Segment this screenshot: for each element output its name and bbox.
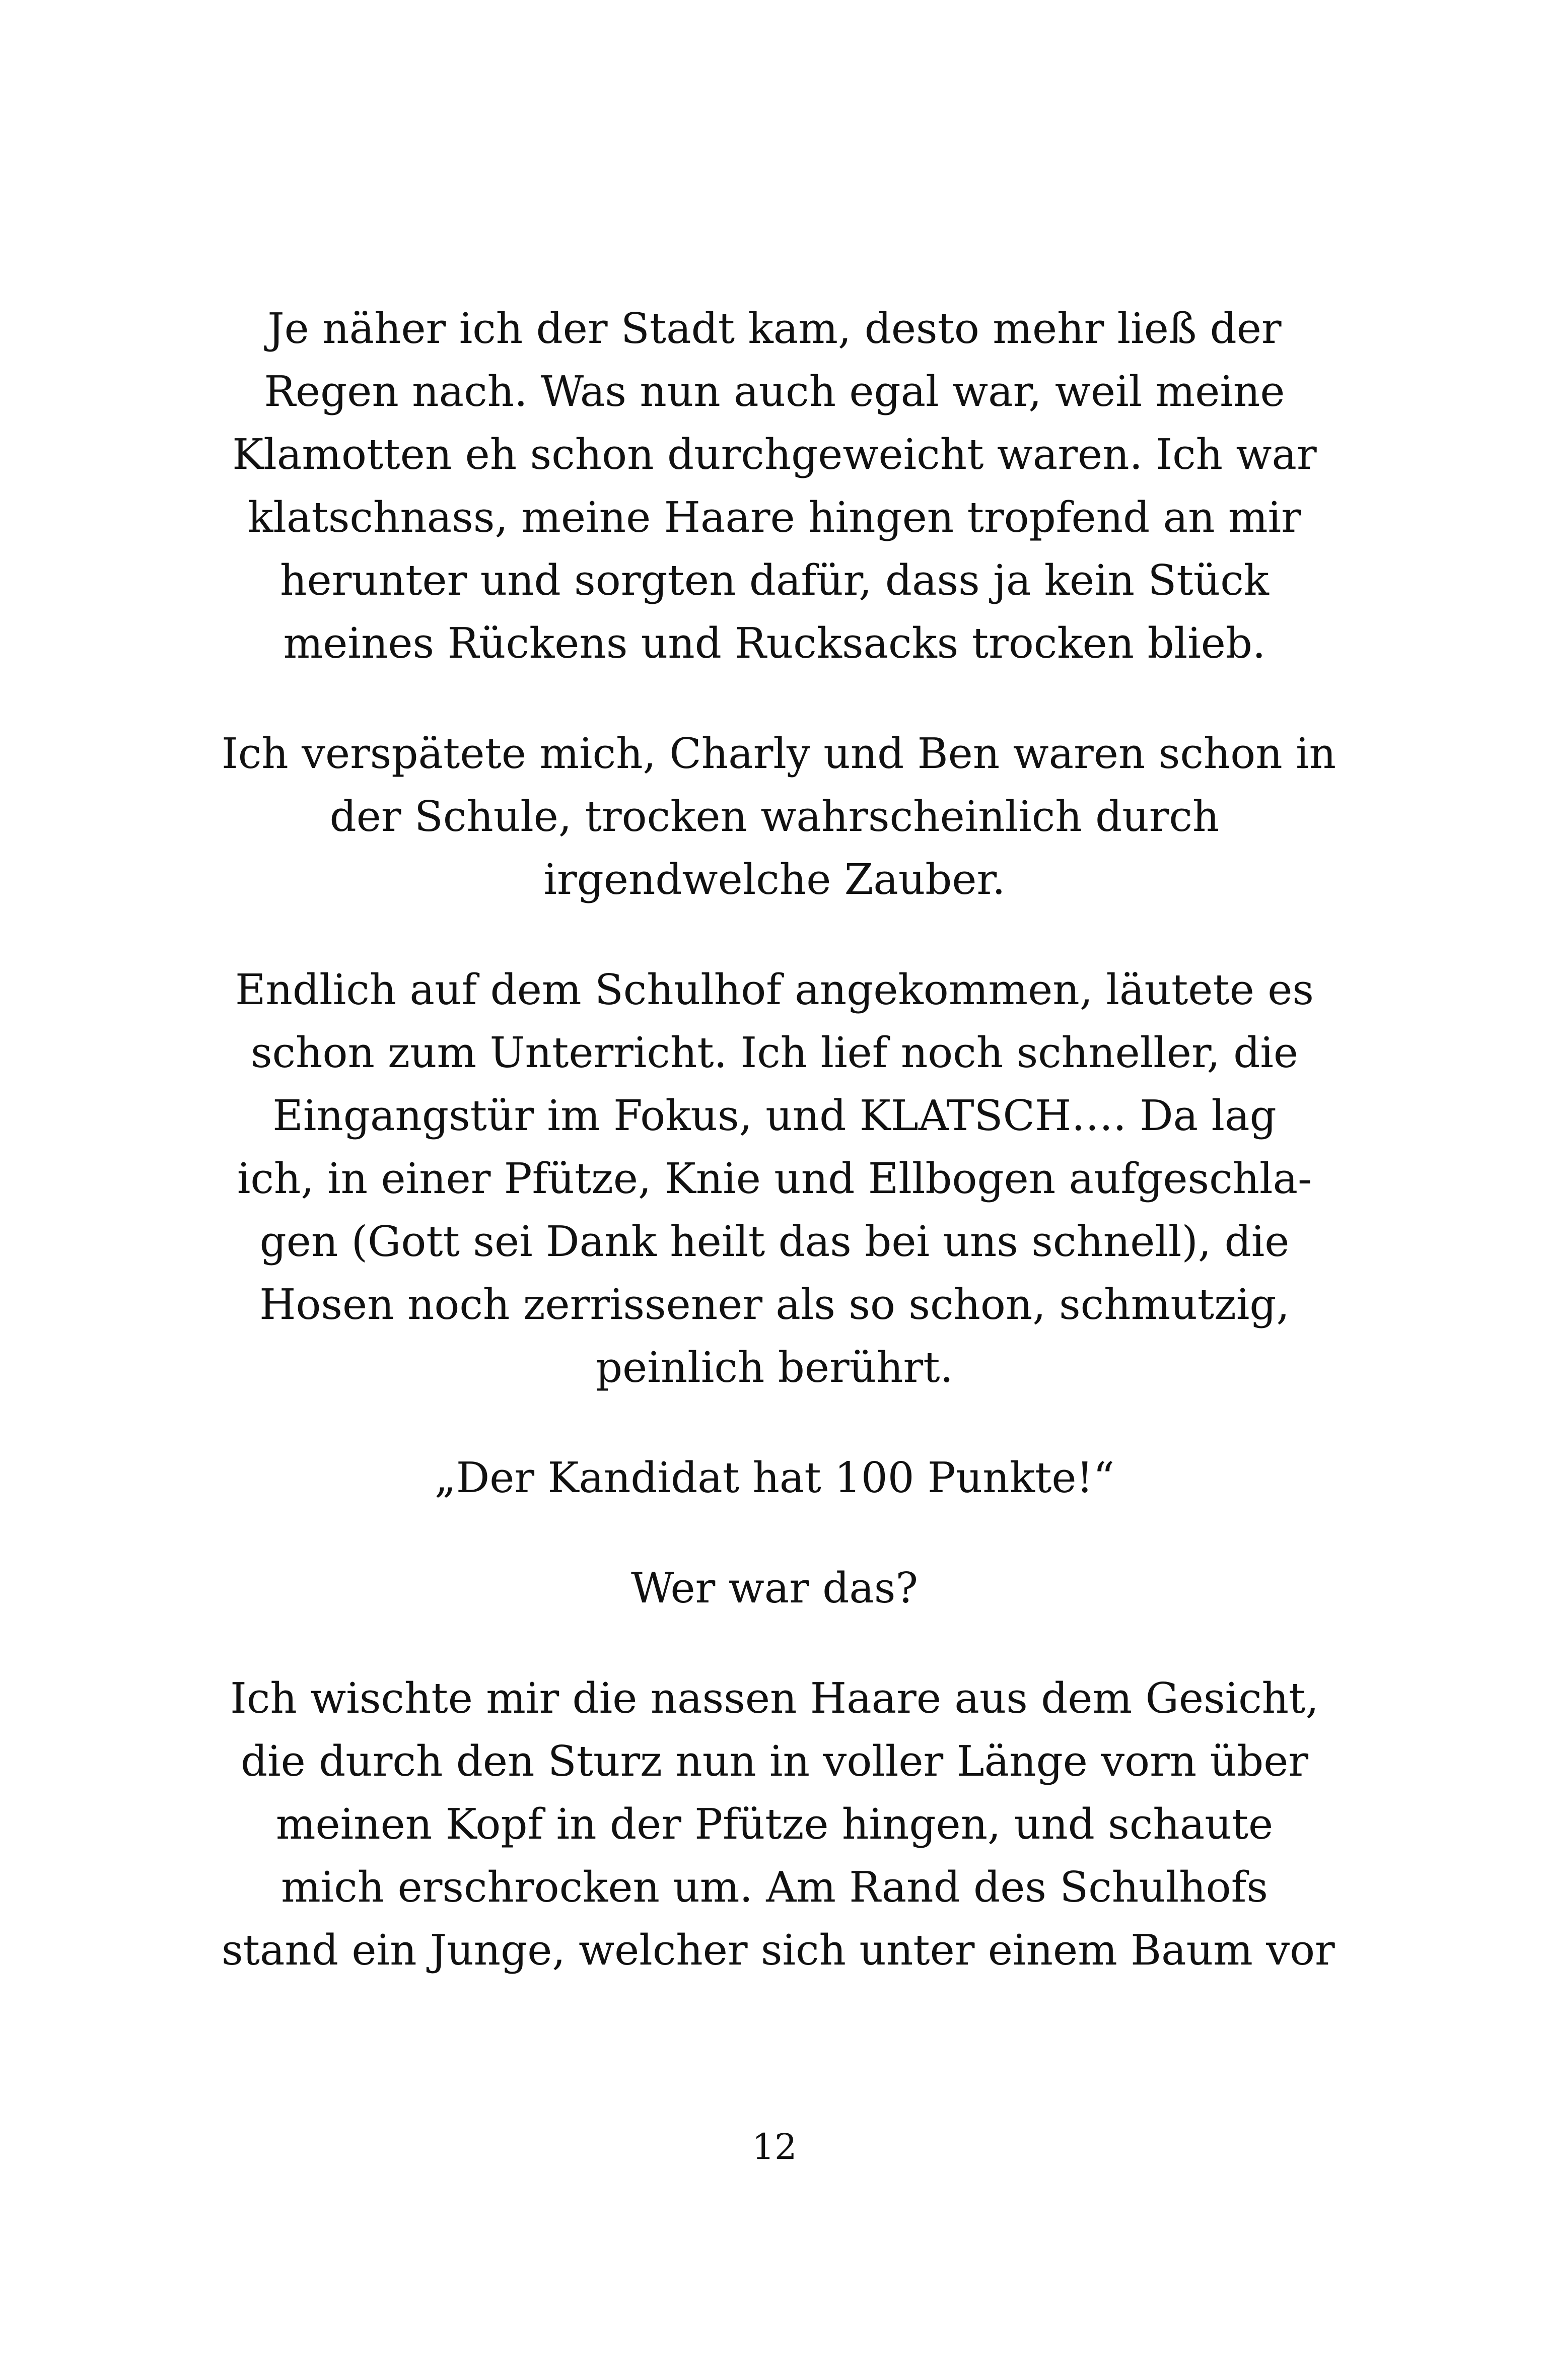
text-line: peinlich berührt. xyxy=(596,1343,953,1392)
text-line: Endlich auf dem Schulhof angekommen, läutete es xyxy=(235,965,1314,1014)
text-line: Hosen noch zerrissener als so schon, schmutzig, xyxy=(259,1280,1290,1329)
text-line: klatschnass, meine Haare hingen tropfend an mir xyxy=(248,493,1301,542)
text-line: herunter und sorgten dafür, dass ja kein Stück xyxy=(280,556,1269,605)
paragraph-2 xyxy=(222,722,1336,911)
paragraph-1 xyxy=(222,297,1327,675)
text-line: meines Rückens und Rucksacks trocken blieb. xyxy=(283,619,1266,668)
text-line: Klamotten eh schon durchgeweicht waren. Ich war xyxy=(232,430,1317,479)
text-line: schon zum Unterricht. Ich lief noch schneller, die xyxy=(250,1028,1299,1077)
text-line: Je näher ich der Stadt kam, desto mehr ließ der xyxy=(267,304,1282,353)
text-line: irgendwelche Zauber. xyxy=(543,855,1006,904)
text-line: Ich wischte mir die nassen Haare aus dem Gesicht, xyxy=(230,1674,1319,1723)
paragraph-4 xyxy=(222,1446,1327,1509)
body-text xyxy=(222,297,1336,2029)
text-line: Eingangstür im Fokus, und KLATSCH…. Da lag xyxy=(272,1091,1277,1140)
text-line: die durch den Sturz nun in voller Länge vorn über xyxy=(240,1737,1309,1786)
text-line: der Schule, trocken wahrscheinlich durch xyxy=(329,792,1220,841)
page-number: 12 xyxy=(752,2126,797,2167)
text-line: stand ein Junge, welcher sich unter einem Baum vor xyxy=(222,1926,1335,1975)
text-line: Wer war das? xyxy=(630,1564,919,1613)
text-line: Regen nach. Was nun auch egal war, weil meine xyxy=(264,367,1285,416)
text-line: Ich verspätete mich, Charly und Ben waren schon in xyxy=(222,729,1336,778)
text-line: meinen Kopf in der Pfütze hingen, und schaute xyxy=(275,1800,1274,1849)
text-line: mich erschrocken um. Am Rand des Schulhofs xyxy=(281,1863,1268,1912)
text-line: ich, in einer Pfütze, Knie und Ellbogen aufgeschla- xyxy=(237,1154,1312,1203)
paragraph-6 xyxy=(222,1667,1335,1982)
paragraph-5 xyxy=(222,1557,1327,1620)
paragraph-3 xyxy=(222,958,1327,1399)
text-line: „Der Kandidat hat 100 Punkte!“ xyxy=(434,1453,1115,1502)
text-line: gen (Gott sei Dank heilt das bei uns schnell), die xyxy=(259,1217,1290,1266)
